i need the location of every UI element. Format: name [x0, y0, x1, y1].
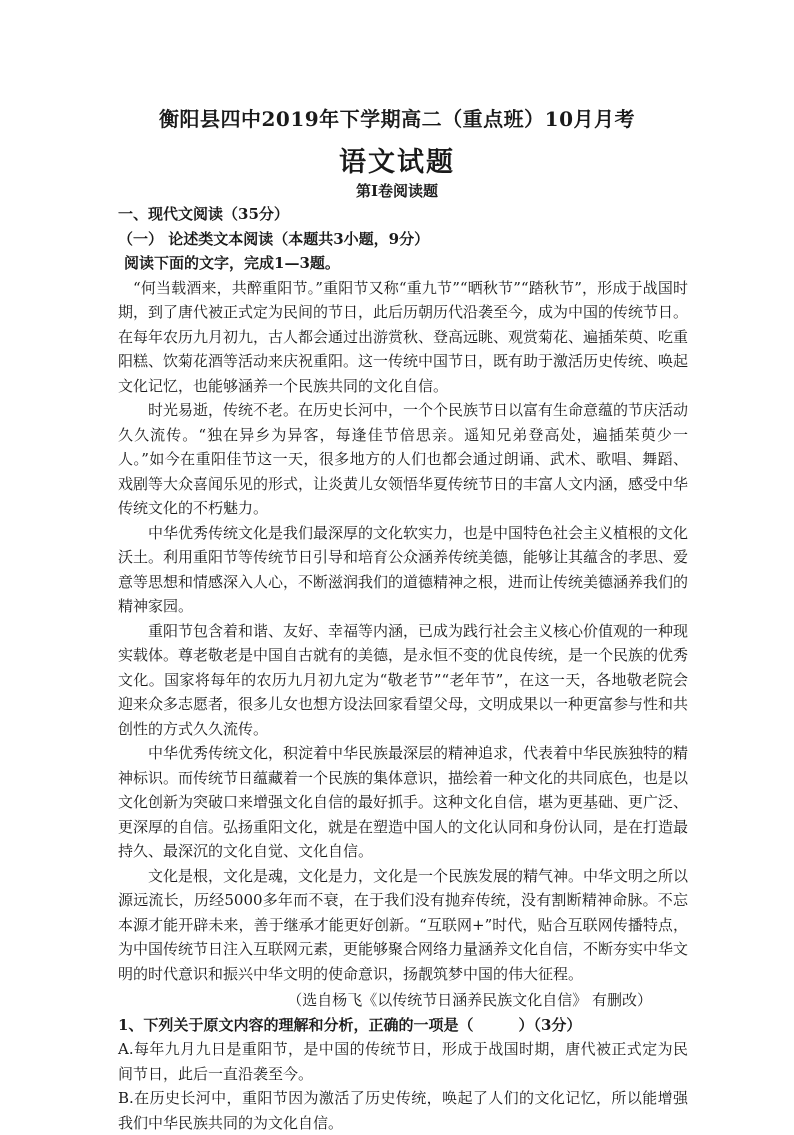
passage-paragraph-2: 时光易逝，传统不老。在历史长河中，一个个民族节日以富有生命意蕴的节庆活动久久流传。“独在异乡为异客，每逢佳节倍思亲。遥知兄弟登高处，遍插茱萸少一人。”如今在重阳佳节这一天，很多地方的人们也都会通过朗诵、武术、歌唱、舞蹈、戏剧等大众喜闻乐见的形式，让炎黄儿女领悟华夏传统节日的丰富人文内涵，感受中华传统文化的不朽魅力。 [118, 401, 689, 517]
question-1-option-a: A.每年九月九日是重阳节，是中国的传统节日，形成于战国时期，唐代被正式定为民间节日，此后一直沿袭至今。 [118, 1040, 688, 1083]
section-subheading: （一） 论述类文本阅读（本题共3小题，9分） [118, 229, 430, 248]
question-1-option-b: B.在历史长河中，重阳节因为激活了历史传统，唤起了人们的文化记忆，所以能增强我们中华民族共同的为文化自信。 [118, 1089, 688, 1132]
question-1-stem: 1、下列关于原文内容的理解和分析，正确的一项是（ ）（3分） [118, 1015, 582, 1034]
passage-paragraph-6: 文化是根，文化是魂，文化是力，文化是一个民族发展的精气神。中华文明之所以源远流长，历经5000多年而不衰，在于我们没有抛弃传统，没有割断精神命脉。不忘本源才能开辟未来，善于继承才能更好创新。“互联网+”时代，贴合互联网传播特点，为中国传统节日注入互联网元素，更能够聚合网络力量涵养文化自信，不断夯实中华文明的时代意识和振兴中华文明的使命意识，扬靓筑梦中国的伟大征程。 [118, 866, 689, 983]
passage-paragraph-5: 中华优秀传统文化，积淀着中华民族最深层的精神追求，代表着中华民族独特的精神标识。而传统节日蕴藏着一个民族的集体意识，描绘着一种文化的共同底色，也是以文化创新为突破口来增强文化自信的最好抓手。这种文化自信，堪为更基础、更广泛、更深厚的自信。弘扬重阳文化，就是在塑造中国人的文化认同和身份认同，是在打造最持久、最深沉的文化自觉、文化自信。 [118, 744, 689, 860]
subject-title: 语文试题 [339, 147, 455, 178]
exam-content [118, 202, 688, 1135]
volume-title: 第Ⅰ卷阅读题 [355, 182, 439, 200]
section-heading: 一、现代文阅读（35分） [118, 205, 289, 223]
passage-paragraph-1: “何当载酒来，共醉重阳节。”重阳节又称“重九节”“晒秋节”“踏秋节”，形成于战国时期，到了唐代被正式定为民间的节日，此后历朝历代沿袭至今，成为中国的传统节日。在每年农历九月初九，古人都会通过出游赏秋、登高远眺、观赏菊花、遍插茱萸、吃重阳糕、饮菊花酒等活动来庆祝重阳。这一传统中国节日，既有助于激活历史传统、唤起文化记忆，也能够涵养一个民族共同的文化自信。 [118, 278, 689, 395]
source-note: （选自杨飞《以传统节日涵养民族文化自信》 有删改） [287, 991, 652, 1009]
passage-paragraph-3: 中华优秀传统文化是我们最深厚的文化软实力，也是中国特色社会主义植根的文化沃土。利用重阳节等传统节日引导和培育公众涵养传统美德，能够让其蕴含的孝思、爱意等思想和情感深入人心，不断滋润我们的道德精神之根，进而让传统美德涵养我们的精神家园。 [118, 523, 689, 615]
passage-paragraph-4: 重阳节包含着和谐、友好、幸福等内涵，已成为践行社会主义核心价值观的一种现实载体。尊老敬老是中国自古就有的美德，是永恒不变的优良传统，是一个民族的优秀文化。国家将每年的农历九月初九定为“敬老节”“老年节”，在这一天，各地敬老院会迎来众多志愿者，很多儿女也想方设法回家看望父母，文明成果以一种更富参与性和共创性的方式久久流传。 [118, 621, 689, 738]
reading-instruction: 阅读下面的文字，完成1—3题。 [124, 254, 340, 272]
exam-title: 衡阳县四中2019年下学期高二（重点班）10月月考 [159, 107, 635, 131]
